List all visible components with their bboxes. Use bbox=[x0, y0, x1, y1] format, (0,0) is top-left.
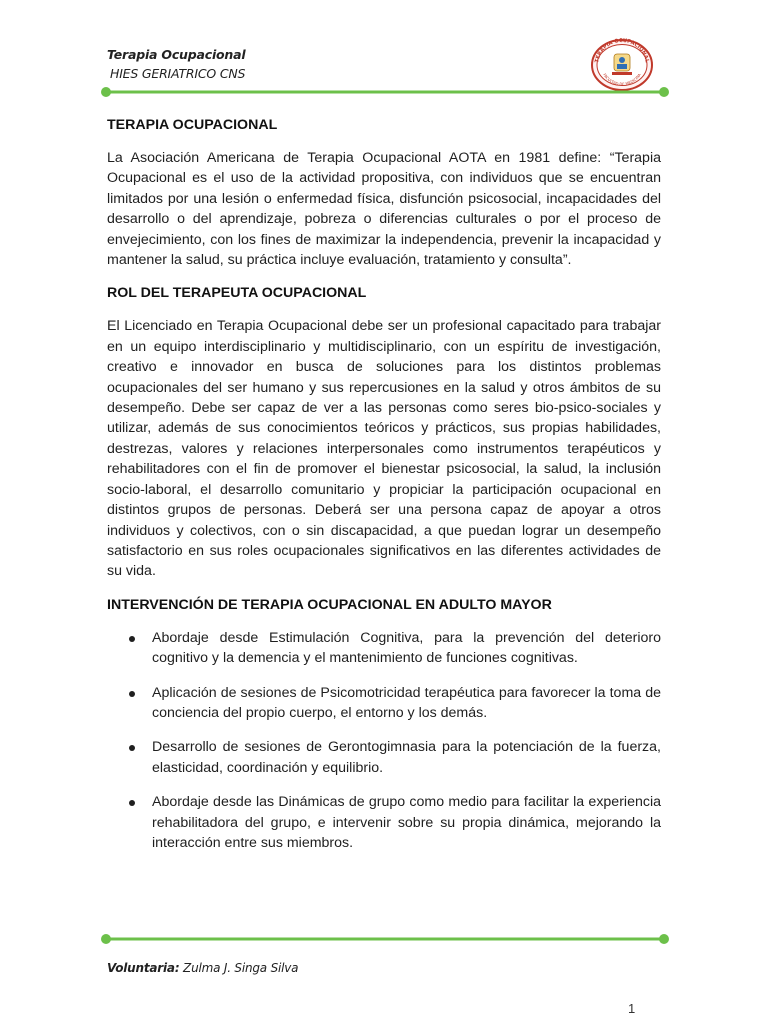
section-heading-terapia: TERAPIA OCUPACIONAL bbox=[107, 117, 278, 133]
list-item bbox=[107, 792, 661, 853]
document-body bbox=[107, 115, 661, 853]
header-subtitle: HIES GERIATRICO CNS bbox=[110, 66, 246, 81]
section-heading-intervencion: INTERVENCIÓN DE TERAPIA OCUPACIONAL EN ADULTO MAYOR bbox=[107, 596, 552, 613]
list-item-text: Desarrollo de sesiones de Gerontogimnasia para la potenciación de la fuerza, elasticidad, coordinación y equilibrio. bbox=[152, 739, 661, 776]
section-heading-rol: ROL DEL TERAPEUTA OCUPACIONAL bbox=[107, 285, 367, 302]
footer-name: Zulma J. Singa Silva bbox=[183, 961, 299, 975]
list-item bbox=[107, 628, 661, 669]
list-item-text: Aplicación de sesiones de Psicomotricidad terapéutica para favorecer la toma de conciencia del propio cuerpo, el entorno y los demás. bbox=[152, 684, 661, 721]
bullet-icon bbox=[129, 745, 135, 751]
terapia-ocupacional-emblem-icon bbox=[589, 37, 655, 91]
bullet-icon bbox=[129, 691, 135, 697]
footer-label: Voluntaria: bbox=[107, 961, 180, 975]
bullet-icon bbox=[129, 800, 135, 806]
list-item-text: Abordaje desde las Dinámicas de grupo como medio para facilitar la experiencia rehabilitadora del grupo, e intervenir sobre su propia dinámica, mejorando la interacción entre sus miembros. bbox=[152, 794, 661, 851]
footer-credit bbox=[107, 961, 298, 975]
header-title: Terapia Ocupacional bbox=[107, 47, 246, 62]
paragraph-rol: El Licenciado en Terapia Ocupacional debe ser un profesional capacitado para trabajar en un equipo interdisciplinario y multidisciplinario, con un espíritu de investigación, creativo e innovador en busca de soluciones para los distintos problemas ocupacionales del ser humano y sus repercusiones en la salud y otros ámbitos de su desempeño. Debe ser capaz de ver a las personas como seres bio-psico-sociales y utilizar, además de sus conocimientos teóricos y prácticos, sus propias habilidades, destrezas, valores y relaciones interpersonales como instrumentos terapéuticos y rehabilitadores con el fin de promover el bienestar psicosocial, la salud, la inclusión socio-laboral, el desarrollo comunitario y propiciar la participación ocupacional en distintos grupos de personas. Deberá ser una persona capaz de apoyar a otros individuos y colectivos, con o sin discapacidad, a que puedan lograr un desempeño satisfactorio en sus roles ocupacionales significativos en las diferentes actividades de su vida. bbox=[107, 318, 661, 580]
page-number: 1 bbox=[628, 1001, 636, 1016]
header-divider bbox=[100, 86, 670, 98]
paragraph-definicion: La Asociación Americana de Terapia Ocupacional AOTA en 1981 define: “Terapia Ocupacional es el uso de la actividad propositiva, con individuos que se encuentran limitados por una lesión o enfermedad física, disfunción psicosocial, incapacidades del desarrollo o del aprendizaje, pobreza o diferencias culturales o por el proceso de envejecimiento, con los fines de maximizar la independencia, prevenir la incapacidad y mantener la salud, su práctica incluye evaluación, tratamiento y consulta”. bbox=[107, 150, 661, 269]
logo-text-bottom: FACULTAD DE MEDICINA bbox=[602, 72, 642, 87]
list-item bbox=[107, 683, 661, 724]
list-item bbox=[107, 737, 661, 778]
intervention-list bbox=[107, 628, 661, 854]
footer-divider bbox=[100, 933, 670, 945]
logo-text-top: TERAPIA OCUPACIONAL bbox=[594, 37, 650, 64]
bullet-icon bbox=[129, 636, 135, 642]
list-item-text: Abordaje desde Estimulación Cognitiva, para la prevención del deterioro cognitivo y la demencia y el mantenimiento de funciones cognitivas. bbox=[152, 629, 661, 667]
